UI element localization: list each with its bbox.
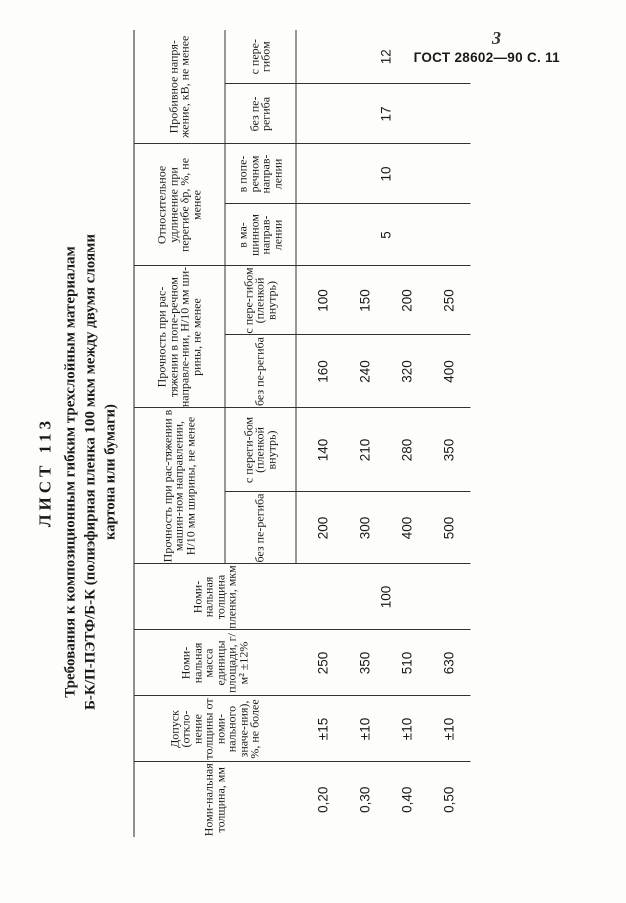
cell-elong-machine: 5: [296, 204, 471, 266]
cell-tc-bend: 100: [296, 266, 345, 335]
caption-line-2: Б-К/П-ПЭТФ/Б-К (полиэфирная пленка 100 мкм между двумя слоями: [82, 234, 99, 711]
col-film-header: Номи-нальная толщина пленки, мкм: [134, 564, 296, 630]
cell-mass: 350: [345, 630, 387, 696]
sub-tm-no-bend: без пе-региба: [225, 492, 296, 564]
sub-tm-bend: с переги-бом (пленкой внутрь): [225, 408, 296, 492]
sub-volt-no-bend: без пе-региба: [225, 84, 296, 144]
cell-tm-no-bend: 300: [345, 492, 387, 564]
sub-elong-cross: в попе-речном направ-лении: [225, 144, 296, 204]
cell-thickness: 0,30: [345, 762, 387, 837]
header-row-1: [134, 30, 225, 837]
cell-film-thickness: 100: [296, 564, 471, 630]
cell-volt-with-bend: 12: [296, 30, 471, 84]
page-header: ГОСТ 28602—90 С. 11: [413, 50, 560, 65]
cell-tc-bend: 200: [387, 266, 429, 335]
cell-elong-cross: 10: [296, 144, 471, 204]
col-tolerance-header: Допуск (откло-нение толщины от номи-нального значе-ния), %, не более: [134, 696, 296, 762]
cell-tolerance: ±10: [387, 696, 429, 762]
cell-thickness: 0,40: [387, 762, 429, 837]
col-tensile-cross-header: Прочность при рас-тяжении в попе-речном направле-нии, Н/10 мм ши-рины, не менее: [134, 266, 225, 408]
cell-tm-no-bend: 400: [387, 492, 429, 564]
cell-tm-bend: 210: [345, 408, 387, 492]
list-title: ЛИСТ 113: [35, 416, 55, 528]
cell-mass: 630: [429, 630, 471, 696]
cell-tm-bend: 280: [387, 408, 429, 492]
col-thickness-header: Номи-нальная толщина, мм: [134, 762, 296, 837]
sub-tc-bend: с пере-гибом (пленкой внутрь): [225, 266, 296, 335]
cell-volt-no-bend: 17: [296, 84, 471, 144]
cell-tolerance: ±15: [296, 696, 345, 762]
caption-line-3: картона или бумаги): [102, 404, 119, 540]
cell-thickness: 0,20: [296, 762, 345, 837]
cell-tc-no-bend: 320: [387, 335, 429, 408]
cell-mass: 250: [296, 630, 345, 696]
cell-thickness: 0,50: [429, 762, 471, 837]
cell-tc-bend: 150: [345, 266, 387, 335]
sub-tc-no-bend: без пе-региба: [225, 335, 296, 408]
cell-tc-no-bend: 240: [345, 335, 387, 408]
table-row: [296, 30, 345, 837]
cell-tc-no-bend: 160: [296, 335, 345, 408]
cell-tolerance: ±10: [429, 696, 471, 762]
cell-tolerance: ±10: [345, 696, 387, 762]
sub-volt-with-bend: с пере-гибом: [225, 30, 296, 84]
page-mark: 3: [492, 28, 501, 48]
col-tensile-machine-header: Прочность при рас-тяжении в машин-ном направлении, Н/10 мм ширины, не менее: [134, 408, 225, 564]
cell-tc-bend: 250: [429, 266, 471, 335]
cell-tc-no-bend: 400: [429, 335, 471, 408]
cell-tm-bend: 140: [296, 408, 345, 492]
col-elongation-header: Относительное удлинение при перегибе δр, %, не менее: [134, 144, 225, 266]
cell-tm-no-bend: 200: [296, 492, 345, 564]
requirements-table: [134, 30, 471, 837]
caption-line-1: Требования к композиционным гибким трехслойным материалам: [62, 246, 79, 698]
sub-elong-machine: в ма-шинном направ-лении: [225, 204, 296, 266]
cell-mass: 510: [387, 630, 429, 696]
col-voltage-header: Пробивное напря-жение, кВ, не менее: [134, 30, 225, 144]
col-mass-header: Номи-нальная масса единицы площади, г/м² ±12%: [134, 630, 296, 696]
cell-tm-bend: 350: [429, 408, 471, 492]
cell-tm-no-bend: 500: [429, 492, 471, 564]
